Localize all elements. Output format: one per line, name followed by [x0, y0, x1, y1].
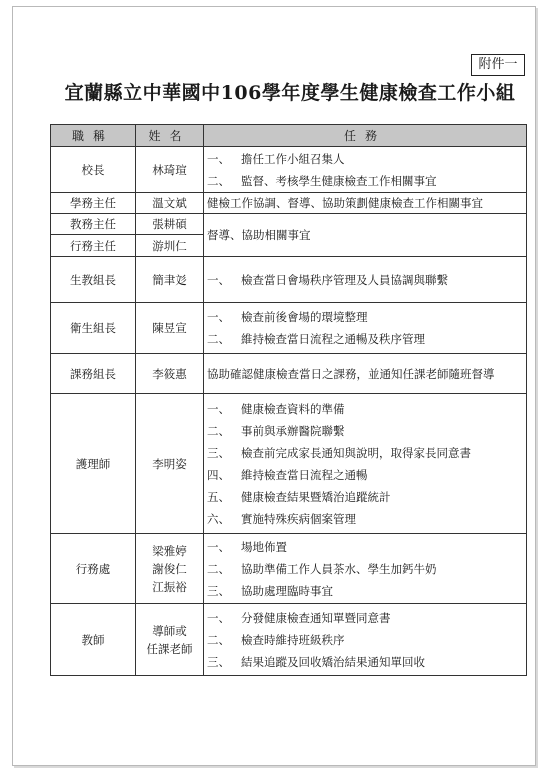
role-cell: 生教組長 [51, 257, 136, 303]
table-row [51, 147, 527, 193]
role-cell: 學務主任 [51, 193, 136, 214]
header-duty: 任務 [204, 125, 527, 147]
role-cell: 行務處 [51, 534, 136, 604]
role-cell: 教務主任 [51, 214, 136, 235]
table-row [51, 257, 527, 303]
name-cell: 溫文斌 [136, 193, 204, 214]
name-cell: 導師或 任課老師 [136, 604, 204, 676]
header-name: 姓名 [136, 125, 204, 147]
role-cell: 教師 [51, 604, 136, 676]
table-row [51, 354, 527, 394]
committee-table [50, 124, 527, 676]
role-cell: 校長 [51, 147, 136, 193]
name-cell: 梁雅婷 謝俊仁 江振裕 [136, 534, 204, 604]
duty-cell: 一、 擔任工作小組召集人 二、 監督、考核學生健康檢查工作相關事宜 [204, 147, 527, 193]
role-cell: 行務主任 [51, 235, 136, 257]
duty-cell: 一、 分發健康檢查通知單暨同意書 二、 檢查時維持班級秩序 三、 結果追蹤及回收矯治結果通知單回收 [204, 604, 527, 676]
table-row [51, 193, 527, 214]
role-cell: 衛生組長 [51, 303, 136, 354]
duty-cell: 一、 檢查當日會場秩序管理及人員協調與聯繫 [204, 257, 527, 303]
duty-cell: 督導、協助相關事宜 [204, 214, 527, 257]
role-cell: 護理師 [51, 394, 136, 534]
table-row [51, 604, 527, 676]
name-cell: 李筱惠 [136, 354, 204, 394]
name-cell: 簡聿彣 [136, 257, 204, 303]
role-cell: 課務組長 [51, 354, 136, 394]
header-role: 職稱 [51, 125, 136, 147]
name-cell: 游圳仁 [136, 235, 204, 257]
table-header-row [51, 125, 527, 147]
duty-cell: 一、 場地佈置 二、 協助準備工作人員茶水、學生加鈣牛奶 三、 協助處理臨時事宜 [204, 534, 527, 604]
duty-cell: 一、 健康檢查資料的準備 二、 事前與承辦醫院聯繫 三、 檢查前完成家長通知與說明，取得家長同意書 四、 維持檢查當日流程之通暢 五、 健康檢查結果暨矯治追蹤統計 六、 實施特殊疾病個案管理 [204, 394, 527, 534]
duty-cell: 健檢工作協調、督導、協助策劃健康檢查工作相關事宜 [204, 193, 527, 214]
attachment-label: 附件一 [471, 54, 525, 76]
table-row [51, 394, 527, 534]
table-row [51, 534, 527, 604]
name-cell: 張耕碩 [136, 214, 204, 235]
table-row [51, 303, 527, 354]
duty-cell: 一、 檢查前後會場的環境整理 二、 維持檢查當日流程之通暢及秩序管理 [204, 303, 527, 354]
name-cell: 李明姿 [136, 394, 204, 534]
duty-cell: 協助確認健康檢查當日之課務，並通知任課老師隨班督導 [204, 354, 527, 394]
table-row [51, 214, 527, 235]
name-cell: 陳昱宣 [136, 303, 204, 354]
name-cell: 林琦瑄 [136, 147, 204, 193]
document-title: 宜蘭縣立中華國中106學年度學生健康檢查工作小組 [64, 82, 516, 104]
